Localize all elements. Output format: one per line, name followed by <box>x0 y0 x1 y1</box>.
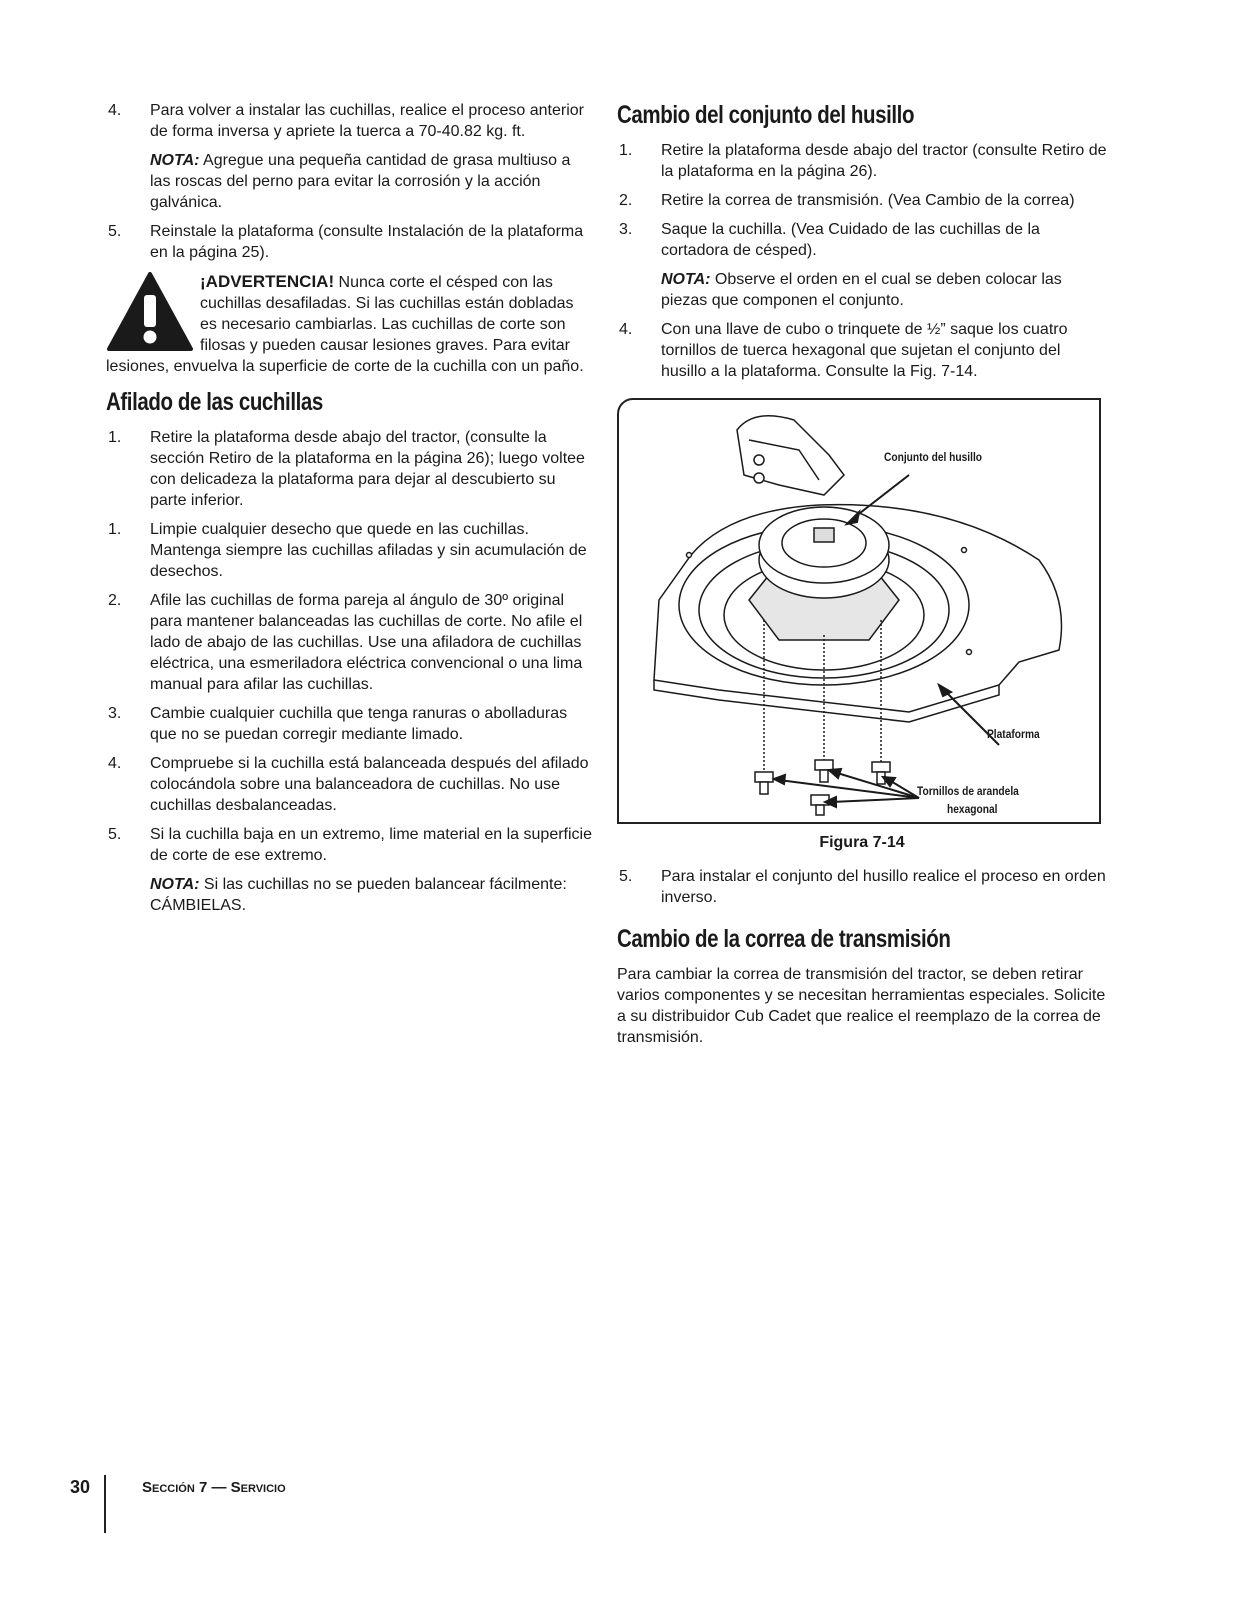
item-text: Reinstale la plataforma (consulte Instalación de la plataforma en la página 25). <box>150 223 584 261</box>
belt-paragraph: Para cambiar la correa de transmisión del tractor, se deben retirar varios componentes y se necesitan herramientas especiales. Solicite a su distribuidor Cub Cadet que realice el reemplazo de la correa de transmisión. <box>617 966 1106 1046</box>
note <box>106 874 594 916</box>
list-item <box>106 824 594 866</box>
list-item <box>106 221 594 263</box>
section-heading: Cambio de la correa de transmisión <box>617 925 951 953</box>
item-text: Retire la plataforma desde abajo del tractor (consulte Retiro de la plataforma en la página 26). <box>661 142 1107 180</box>
note-text: Observe el orden en el cual se deben colocar las piezas que componen el conjunto. <box>661 271 1062 309</box>
list-item <box>617 140 1107 182</box>
label-deck: Plataforma <box>987 727 1040 741</box>
section-heading: Afilado de las cuchillas <box>106 388 323 416</box>
list-item <box>106 519 594 582</box>
section-heading: Cambio del conjunto del husillo <box>617 101 915 129</box>
item-number: 4. <box>108 755 122 772</box>
warning-title: ¡ADVERTENCIA! <box>200 272 335 291</box>
label-bolts-line1: Tornillos de arandela <box>917 784 1019 798</box>
note-label: NOTA: <box>150 876 200 893</box>
note-label: NOTA: <box>150 152 200 169</box>
item-number: 2. <box>619 192 633 209</box>
item-number: 1. <box>108 521 122 538</box>
item-number: 3. <box>619 221 633 238</box>
footer-divider <box>104 1475 106 1533</box>
item-number: 1. <box>108 429 122 446</box>
list-item <box>617 219 1107 261</box>
left-column <box>106 100 594 924</box>
list-item <box>106 590 594 695</box>
item-text: Si la cuchilla baja en un extremo, lime material en la superficie de corte de ese extremo. <box>150 826 592 864</box>
sharpening-steps <box>106 427 594 866</box>
item-text: Cambie cualquier cuchilla que tenga ranuras o abolladuras que no se puedan corregir mediante limado. <box>150 705 568 743</box>
item-number: 3. <box>108 705 122 722</box>
item-text: Para instalar el conjunto del husillo realice el proceso en orden inverso. <box>661 868 1106 906</box>
list-item <box>617 190 1107 211</box>
note <box>106 150 594 213</box>
item-number: 5. <box>108 826 122 843</box>
note-text: Si las cuchillas no se pueden balancear fácilmente: CÁMBIELAS. <box>150 876 567 914</box>
warning-text: Nunca corte el césped con las cuchillas desafiladas. Si las cuchillas están dobladas es necesario cambiarlas. Las cuchillas de corte son filosas y pueden causar lesiones graves. Para evitar lesiones, envuelva la superficie de corte de la cuchilla con un paño. <box>106 274 584 375</box>
item-number: 5. <box>619 868 633 885</box>
warning-triangle-icon <box>106 271 194 353</box>
item-number: 4. <box>619 321 633 338</box>
list-item <box>106 100 594 142</box>
right-column <box>617 100 1107 1048</box>
item-number: 5. <box>108 223 122 240</box>
list-item <box>106 703 594 745</box>
spindle-illustration <box>619 400 1099 822</box>
list-item <box>106 427 594 511</box>
note <box>617 269 1107 311</box>
item-text: Para volver a instalar las cuchillas, realice el proceso anterior de forma inversa y apriete la tuerca a 70-40.82 kg. ft. <box>150 102 584 140</box>
spindle-figure <box>617 398 1101 824</box>
footer-section-title: Sección 7 — Servicio <box>142 1479 286 1496</box>
figure-caption: Figura 7-14 <box>819 834 905 851</box>
item-text: Compruebe si la cuchilla está balanceada después del afilado colocándola sobre una balanceadora de cuchillas. No use cuchillas desbalanceadas. <box>150 755 589 814</box>
item-text: Limpie cualquier desecho que quede en las cuchillas. Mantenga siempre las cuchillas afiladas y sin acumulación de desechos. <box>150 521 587 580</box>
label-spindle-assembly: Conjunto del husillo <box>884 450 983 464</box>
item-number: 4. <box>108 102 122 119</box>
list-item <box>106 753 594 816</box>
warning-box <box>106 271 594 377</box>
list-item <box>617 866 1107 908</box>
item-number: 2. <box>108 592 122 609</box>
page-number: 30 <box>70 1477 91 1497</box>
item-text: Retire la correa de transmisión. (Vea Cambio de la correa) <box>661 192 1075 209</box>
item-number: 1. <box>619 142 633 159</box>
note-label: NOTA: <box>661 271 711 288</box>
item-text: Con una llave de cubo o trinquete de ½” saque los cuatro tornillos de tuerca hexagonal que sujetan el conjunto del husillo a la plataforma. Consulte la Fig. 7-14. <box>661 321 1068 380</box>
list-item <box>617 319 1107 382</box>
label-bolts-line2: hexagonal <box>947 802 998 816</box>
item-text: Saque la cuchilla. (Vea Cuidado de las cuchillas de la cortadora de césped). <box>661 221 1040 259</box>
item-text: Afile las cuchillas de forma pareja al ángulo de 30º original para mantener balanceadas las cuchillas de corte. No afile el lado de abajo de las cuchillas. Use una afiladora de cuchillas eléctrica, una esmeriladora eléctrica convencional o una lima manual para afilar las cuchillas. <box>150 592 583 693</box>
item-text: Retire la plataforma desde abajo del tractor, (consulte la sección Retiro de la plataforma en la página 26); luego voltee con delicadeza la plataforma para dejar al descubierto su parte inferior. <box>150 429 585 509</box>
note-text: Agregue una pequeña cantidad de grasa multiuso a las roscas del perno para evitar la corrosión y la acción galvánica. <box>150 152 571 211</box>
